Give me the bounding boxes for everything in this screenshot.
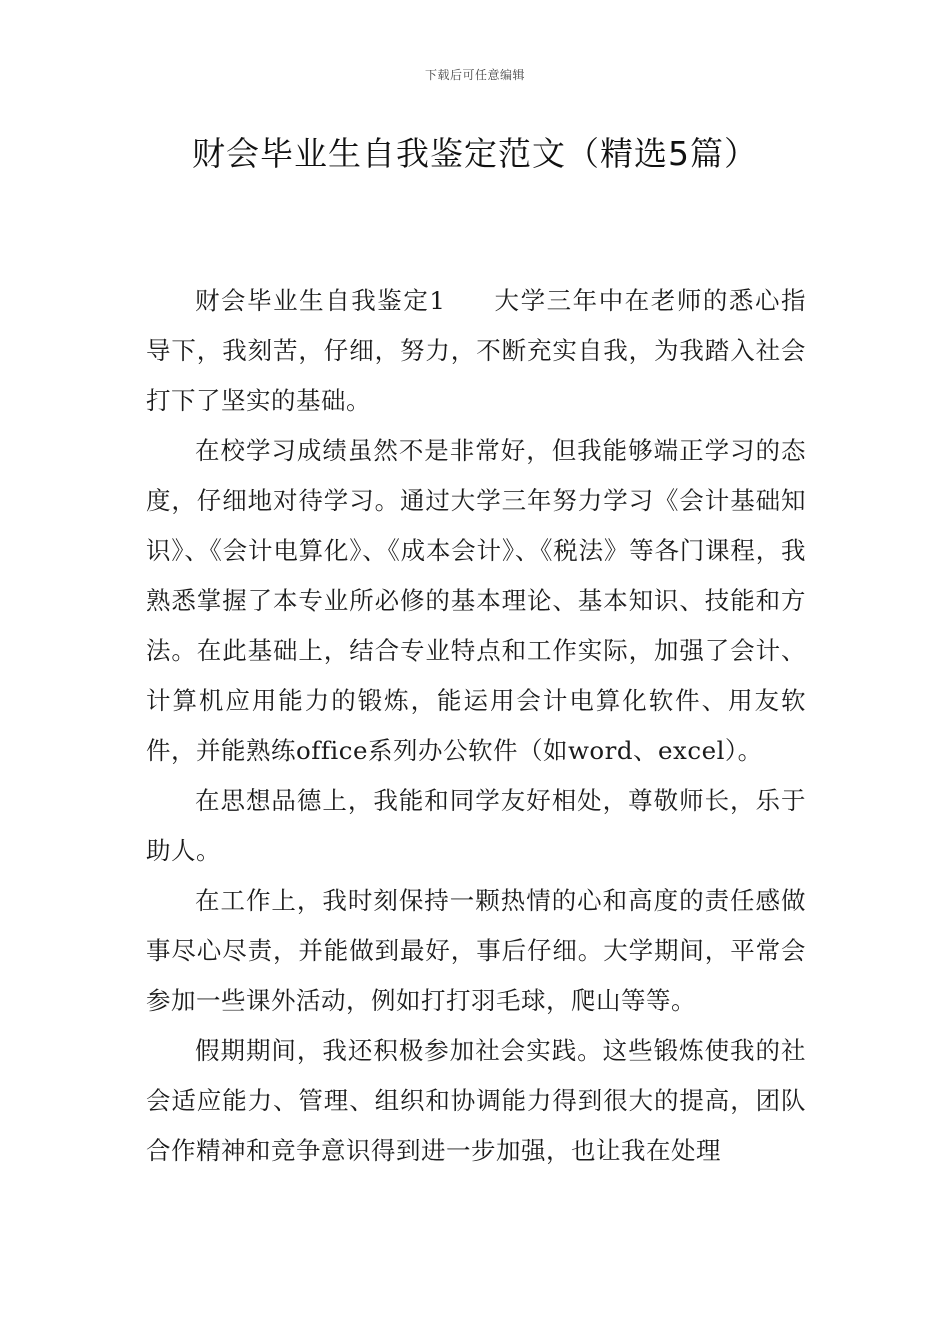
paragraph-2: 在校学习成绩虽然不是非常好，但我能够端正学习的态度，仔细地对待学习。通过大学三年努力学习《会计基础知识》、《会计电算化》、《成本会计》、《税法》等各门课程，我熟悉掌握了本专业所必修的基本理论、基本知识、技能和方法。在此基础上，结合专业特点和工作实际，加强了会计、计算机应用能力的锻炼，能运用会计电算化软件、用友软件，并能熟练office系列办公软件（如word、excel）。 [146,436,806,765]
section-heading: 财会毕业生自我鉴定1 [195,286,446,315]
paragraph-5: 假期期间，我还积极参加社会实践。这些锻炼使我的社会适应能力、管理、组织和协调能力得到很大的提高，团队合作精神和竞争意识得到进一步加强，也让我在处理 [146,1036,806,1165]
document-title: 财会毕业生自我鉴定范文（精选5篇） [192,134,758,173]
paragraph-1 [146,276,806,426]
document-body [146,276,806,1176]
paragraph-4: 在工作上，我时刻保持一颗热情的心和高度的责任感做事尽心尽责，并能做到最好，事后仔细。大学期间，平常会参加一些课外活动，例如打打羽毛球，爬山等等。 [146,886,806,1015]
header-note: 下载后可任意编辑 [424,68,525,82]
paragraph-1-text: 大学三年中在老师的悉心指导下，我刻苦，仔细，努力，不断充实自我，为我踏入社会打下了坚实的基础。 [146,286,807,415]
paragraph-3: 在思想品德上，我能和同学友好相处，尊敬师长，乐于助人。 [146,786,806,865]
